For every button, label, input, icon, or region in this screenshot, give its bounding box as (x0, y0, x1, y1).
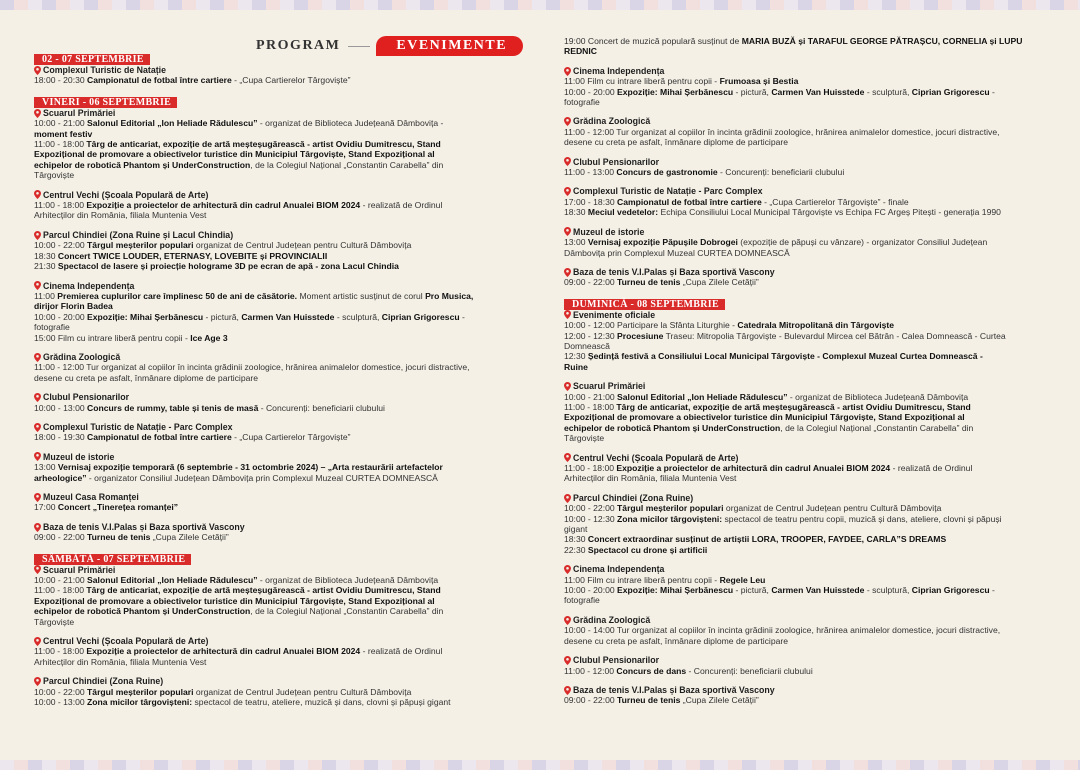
event-block (564, 564, 1054, 606)
venue-label: Baza de tenis V.I.Palas și Baza sportivă Vascony (573, 266, 775, 277)
event-line: Ruine (564, 361, 588, 372)
event-block (34, 492, 494, 513)
event-block (564, 615, 1054, 646)
map-pin-icon (34, 109, 41, 118)
venue-name (34, 636, 494, 646)
event-line: arheologice” - organizator Consiliul Județean Dâmbovița prin Complexul Muzeal CURTEA DOMNEASCĂ (34, 472, 438, 483)
venue-name (564, 267, 1054, 277)
venue-name (34, 108, 494, 118)
event-line: 11:00 - 18:00 Târg de anticariat, expoziție de artă meșteșugărească - artist Ovidiu Dumitrescu, Stand (34, 585, 441, 596)
event-block (34, 230, 494, 272)
event-block (34, 352, 494, 383)
event-block (564, 267, 1054, 288)
event-block (34, 565, 494, 627)
map-pin-icon (34, 393, 41, 402)
event-line: 11:00 - 12:00 Concurs de dans - Concurenți: beneficiarii clubului (564, 665, 813, 676)
event-line: 18:30 Concert TWICE LOUDER, ETERNASY, LOVEBITE și PROVINCIALII (34, 250, 328, 261)
event-line: Târgoviște (564, 433, 605, 444)
event-line: 11:00 - 13:00 Concurs de gastronomie - Concurenți: beneficiarii clubului (564, 167, 845, 178)
event-line: 11:00 - 18:00 Expoziție a proiectelor de arhitectură din cadrul Anualei BIOM 2024 - realizată de Ordinul (564, 463, 973, 473)
event-line: 09:00 - 22:00 Turneu de tenis „Cupa Zilele Cetății” (564, 695, 759, 706)
venue-label: Grădina Zoologică (43, 351, 121, 362)
event-line: dirijor Florin Badea (34, 301, 113, 312)
event-line: 11:00 Film cu intrare liberă pentru copii - Frumoasa și Bestia (564, 76, 799, 87)
map-pin-icon (564, 686, 571, 695)
event-line: fotografie (34, 322, 70, 333)
event-block (564, 453, 1054, 484)
map-pin-icon (564, 117, 571, 126)
map-pin-icon (564, 67, 571, 76)
venue-label: Grădina Zoologică (573, 614, 651, 625)
event-line: 10:00 - 21:00 Salonul Editorial „Ion Heliade Rădulescu” - organizat de Biblioteca Județeană Dâmbovița (34, 575, 439, 586)
event-block (34, 676, 494, 707)
event-line: 15:00 Film cu intrare liberă pentru copii - Ice Age 3 (34, 332, 228, 343)
event-line: fotografie (564, 97, 600, 108)
event-block (34, 281, 494, 343)
venue-label: Complexul Turistic de Natație - Parc Complex (573, 186, 763, 197)
event-line: gigant (564, 524, 588, 535)
event-line: 17:00 - 18:30 Campionatul de fotbal între cartiere - „Cupa Cartierelor Târgoviște” - finale (564, 196, 909, 207)
venue-name (34, 65, 494, 75)
venue-name (564, 227, 1054, 237)
day-header: 02 - 07 SEPTEMBRIE (34, 54, 150, 65)
event-block (564, 157, 1054, 178)
venue-label: Muzeul de istorie (573, 226, 645, 237)
map-pin-icon (34, 423, 41, 432)
map-pin-icon (564, 187, 571, 196)
program-title: PROGRAM (256, 38, 341, 53)
map-pin-icon (564, 268, 571, 277)
venue-label: Parcul Chindiei (Zona Ruine) (43, 676, 164, 687)
event-line: Expozițional de promovare a obiectivelor turistice din Municipiul Târgoviște, Stand Expozițional al (564, 412, 965, 423)
map-pin-icon (34, 523, 41, 532)
event-line: 10:00 - 22:00 Târgul meșterilor populari organizat de Centrul Județean pentru Cultură Dâmbovița (564, 503, 942, 514)
event-block (34, 392, 494, 413)
venue-name (34, 676, 494, 686)
event-block (34, 522, 494, 543)
venue-name (34, 230, 494, 240)
venue-label: Cinema Independența (43, 280, 135, 291)
event-line: 11:00 Film cu intrare liberă pentru copii - Regele Leu (564, 574, 766, 585)
map-pin-icon (564, 382, 571, 391)
map-pin-icon (564, 656, 571, 665)
event-line: 10:00 - 12:00 Participare la Sfânta Liturghie - Catedrala Mitropolitană din Târgoviște (564, 320, 895, 331)
events-title: EVENIMENTE (376, 36, 523, 56)
event-line: 09:00 - 22:00 Turneu de tenis „Cupa Zilele Cetății” (564, 277, 759, 288)
event-line: 18:30 Concert extraordinar susținut de artiștii LORA, TROOPER, FAYDEE, CARLA”S DREAMS (564, 534, 947, 545)
event-line: Târgoviște (34, 170, 75, 181)
event-line: 10:00 - 14:00 Tur organizat al copiilor în incinta grădinii zoologice, hrănirea animalelor domestice, jocuri distractive, (564, 625, 1001, 636)
event-line: 11:00 - 18:00 Expoziție a proiectelor de arhitectură din cadrul Anualei BIOM 2024 - realizată de Ordinul (34, 200, 443, 211)
event-line: 11:00 Premierea cuplurilor care împlinesc 50 de ani de căsătorie. Moment artistic susținut de corul Pro Musica, (34, 290, 474, 301)
venue-label: Clubul Pensionarilor (43, 392, 130, 403)
event-line: 12:30 Ședință festivă a Consiliului Local Municipal Târgoviște - Complexul Muzeal Curtea Domnească - (564, 351, 983, 362)
event-line: 10:00 - 22:00 Târgul meșterilor populari organizat de Centrul Județean pentru Cultură Dâmbovița (34, 686, 412, 697)
event-block (564, 310, 1054, 372)
event-line: Dâmbovița prin Complexul Muzeal CURTEA DOMNEASCĂ (564, 247, 790, 258)
event-line: desene cu creta pe asfalt, înmânare diplome de participare (564, 137, 789, 148)
map-pin-icon (564, 565, 571, 574)
map-pin-icon (34, 637, 41, 646)
event-line: 10:00 - 21:00 Salonul Editorial „Ion Heliade Rădulescu” - organizat de Biblioteca Județeană Dâmbovița - (34, 118, 444, 129)
venue-name (34, 492, 494, 502)
event-line: 10:00 - 20:00 Expoziție: Mihai Șerbănescu - pictură, Carmen Van Huisstede - sculptură, Ciprian Grigorescu - (34, 311, 465, 322)
event-block (34, 190, 494, 221)
map-pin-icon (34, 190, 41, 199)
event-line: Domnească (564, 340, 610, 351)
map-pin-icon (34, 677, 41, 686)
venue-label: Centrul Vechi (Școala Populară de Arte) (43, 636, 209, 647)
event-line: echipelor de robotică Phantom și UnderConstruction, de la Colegiul Național „Constantin Carabella” din (34, 606, 444, 617)
event-line: 10:00 - 20:00 Expoziție: Mihai Șerbănescu - pictură, Carmen Van Huisstede - sculptură, Ciprian Grigorescu - (564, 585, 995, 596)
map-pin-icon (34, 231, 41, 240)
day-header: DUMINICĂ - 08 SEPTEMBRIE (564, 299, 725, 310)
venue-name (564, 157, 1054, 167)
venue-name (564, 66, 1054, 76)
event-line: 10:00 - 20:00 Expoziție: Mihai Șerbănescu - pictură, Carmen Van Huisstede - sculptură, Ciprian Grigorescu - (564, 86, 995, 97)
map-pin-icon (564, 616, 571, 625)
map-pin-icon (564, 310, 571, 319)
map-pin-icon (34, 353, 41, 362)
venue-label: Parcul Chindiei (Zona Ruine) (573, 492, 694, 503)
event-block (34, 422, 494, 443)
map-pin-icon (564, 453, 571, 462)
event-line: echipelor de robotică Phantom și UnderConstruction, de la Colegiul Național „Constantin Carabella” din (34, 159, 444, 170)
map-pin-icon (564, 227, 571, 236)
venue-name (564, 655, 1054, 665)
event-line: 10:00 - 12:30 Zona micilor târgovișteni: spectacol de teatru pentru copii, muzică și dans, ateliere, clovni și păpuși (564, 513, 1002, 524)
event-line: echipelor de robotică Phantom și UnderConstruction, de la Colegiul Național „Constantin Carabella” din (564, 422, 974, 433)
event-line: 11:00 - 18:00 Târg de anticariat, expoziție de artă meșteșugărească - artist Ovidiu Dumitrescu, Stand (564, 401, 971, 412)
event-block (564, 186, 1054, 217)
map-pin-icon (34, 565, 41, 574)
event-line: 10:00 - 13:00 Zona micilor târgovișteni: spectacol de teatru, ateliere, muzică și dans, clovni și păpuși gigant (34, 697, 451, 708)
venue-label: Scuarul Primăriei (43, 107, 116, 118)
venue-label: Complexul Turistic de Natație (43, 65, 167, 75)
venue-label: Parcul Chindiei (Zona Ruine și Lacul Chindia) (43, 229, 234, 240)
venue-name (34, 352, 494, 362)
event-block (34, 65, 494, 86)
event-line: 11:00 - 12:00 Tur organizat al copiilor în incinta grădinii zoologice, hrănirea animalelor domestice, jocuri distractive, (564, 126, 1000, 137)
event-line: desene cu creta pe asfalt, înmânare diplome de participare (34, 372, 259, 383)
event-line: 10:00 - 22:00 Târgul meșterilor populari organizat de Centrul Județean pentru Cultură Dâmbovița (34, 240, 412, 251)
event-line: Arhitecților din România, filiala Muntenia Vest (34, 656, 207, 667)
venue-name (34, 190, 494, 200)
venue-label: Grădina Zoologică (573, 116, 651, 127)
event-line: Expozițional de promovare a obiectivelor turistice din Municipiul Târgoviște, Stand Expozițional al (34, 149, 435, 160)
right-column (564, 36, 1054, 715)
map-pin-icon (34, 493, 41, 502)
event-block (564, 685, 1054, 706)
event-line: REDNIC (564, 46, 597, 57)
venue-name (34, 452, 494, 462)
event-line: 09:00 - 22:00 Turneu de tenis „Cupa Zilele Cetății” (34, 532, 229, 543)
venue-name (34, 392, 494, 402)
venue-label: Clubul Pensionarilor (573, 655, 660, 666)
venue-name (564, 564, 1054, 574)
venue-name (34, 281, 494, 291)
event-line: 18:00 - 19:30 Campionatul de fotbal între cartiere - „Cupa Cartierelor Târgoviște” (34, 432, 351, 443)
event-line: 18:30 Meciul vedetelor: Echipa Consiliului Local Municipal Târgoviște vs Echipa FC Argeș Pitești - generația 1990 (564, 207, 1001, 218)
venue-label: Cinema Independența (573, 564, 665, 575)
venue-name (564, 186, 1054, 196)
venue-label: Muzeul de istorie (43, 451, 115, 462)
map-pin-icon (564, 157, 571, 166)
event-block (564, 655, 1054, 676)
event-line: 21:30 Spectacol de lasere și proiecție holograme 3D pe ecran de apă - zona Lacul Chindia (34, 261, 399, 272)
event-block (564, 116, 1054, 147)
venue-name (564, 493, 1054, 503)
venue-label: Cinema Independența (573, 65, 665, 76)
venue-label: Scuarul Primăriei (573, 381, 646, 392)
event-line: 10:00 - 21:00 Salonul Editorial „Ion Heliade Rădulescu” - organizat de Biblioteca Județeană Dâmbovița (564, 391, 969, 402)
venue-name (564, 615, 1054, 625)
left-column (34, 52, 494, 717)
event-line: 11:00 - 18:00 Târg de anticariat, expoziție de artă meșteșugărească - artist Ovidiu Dumitrescu, Stand (34, 139, 441, 150)
event-line: Arhitecților din România, filiala Muntenia Vest (34, 210, 207, 221)
venue-name (34, 565, 494, 575)
map-pin-icon (34, 452, 41, 461)
event-line: 13:00 Vernisaj expoziție Păpușile Dobrogei (expoziție de păpuși cu vânzare) - organizator Consiliul Județean (564, 237, 988, 248)
header-divider (348, 46, 370, 47)
venue-label: Baza de tenis V.I.Palas și Baza sportivă Vascony (573, 684, 775, 695)
event-line: Arhitecților din România, filiala Muntenia Vest (564, 473, 737, 484)
venue-name (34, 522, 494, 532)
event-block (34, 452, 494, 483)
event-line: 18:00 - 20:30 Campionatul de fotbal între cartiere - „Cupa Cartierelor Târgoviște” (34, 75, 351, 86)
event-block (564, 66, 1054, 108)
event-line: 10:00 - 13:00 Concurs de rummy, table și tenis de masă - Concurenți: beneficiarii clubului (34, 402, 385, 413)
event-line: 22:30 Spectacol cu drone și artificii (564, 544, 708, 555)
venue-name (564, 453, 1054, 463)
venue-name (564, 381, 1054, 391)
event-line: 11:00 - 12:00 Tur organizat al copiilor în incinta grădinii zoologice, hrănirea animalelor domestice, jocuri distractive, (34, 362, 470, 373)
event-block (564, 381, 1054, 443)
event-line: 17:00 Concert „Tinerețea romanței” (34, 502, 179, 513)
venue-label: Centrul Vechi (Școala Populară de Arte) (573, 452, 739, 463)
map-pin-icon (564, 494, 571, 503)
event-line: 13:00 Vernisaj expoziție temporară (6 septembrie - 31 octombrie 2024) – „Arta restaurării artefactelor (34, 462, 443, 473)
event-block (34, 636, 494, 667)
day-header: VINERI - 06 SEPTEMBRIE (34, 97, 177, 108)
event-block (564, 36, 1054, 57)
event-line: 19:00 Concert de muzică populară susținut de MARIA BUZĂ și TARAFUL GEORGE PĂTRAȘCU, CORNELIA și LUPU (564, 36, 1023, 46)
event-line: desene cu creta pe asfalt, înmânare diplome de participare (564, 635, 789, 646)
venue-name (564, 310, 1054, 320)
venue-label: Baza de tenis V.I.Palas și Baza sportivă Vascony (43, 521, 245, 532)
event-block (564, 493, 1054, 555)
event-line: 12:00 - 12:30 Procesiune Traseu: Mitropolia Târgoviște - Bulevardul Mircea cel Bătrân - Calea Domnească - Curtea (564, 330, 1006, 341)
venue-label: Clubul Pensionarilor (573, 156, 660, 167)
venue-label: Scuarul Primăriei (43, 564, 116, 575)
venue-name (34, 422, 494, 432)
venue-name (564, 116, 1054, 126)
venue-label: Centrul Vechi (Școala Populară de Arte) (43, 189, 209, 200)
map-pin-icon (34, 66, 41, 75)
venue-name (564, 685, 1054, 695)
map-pin-icon (34, 281, 41, 290)
decorative-bottom-border (0, 760, 1080, 770)
venue-label: Muzeul Casa Romanței (43, 492, 139, 502)
event-line: fotografie (564, 595, 600, 606)
event-line: Târgoviște (34, 616, 75, 627)
day-header: SÂMBĂTĂ - 07 SEPTEMBRIE (34, 554, 191, 565)
event-line: moment festiv (34, 128, 93, 139)
event-line: 11:00 - 18:00 Expoziție a proiectelor de arhitectură din cadrul Anualei BIOM 2024 - realizată de Ordinul (34, 646, 443, 657)
venue-label: Evenimente oficiale (573, 309, 656, 320)
event-block (34, 108, 494, 181)
decorative-top-border (0, 0, 1080, 10)
event-line: Expozițional de promovare a obiectivelor turistice din Municipiul Târgoviște, Stand Expozițional al (34, 595, 435, 606)
venue-label: Complexul Turistic de Natație - Parc Complex (43, 421, 233, 432)
event-block (564, 227, 1054, 258)
